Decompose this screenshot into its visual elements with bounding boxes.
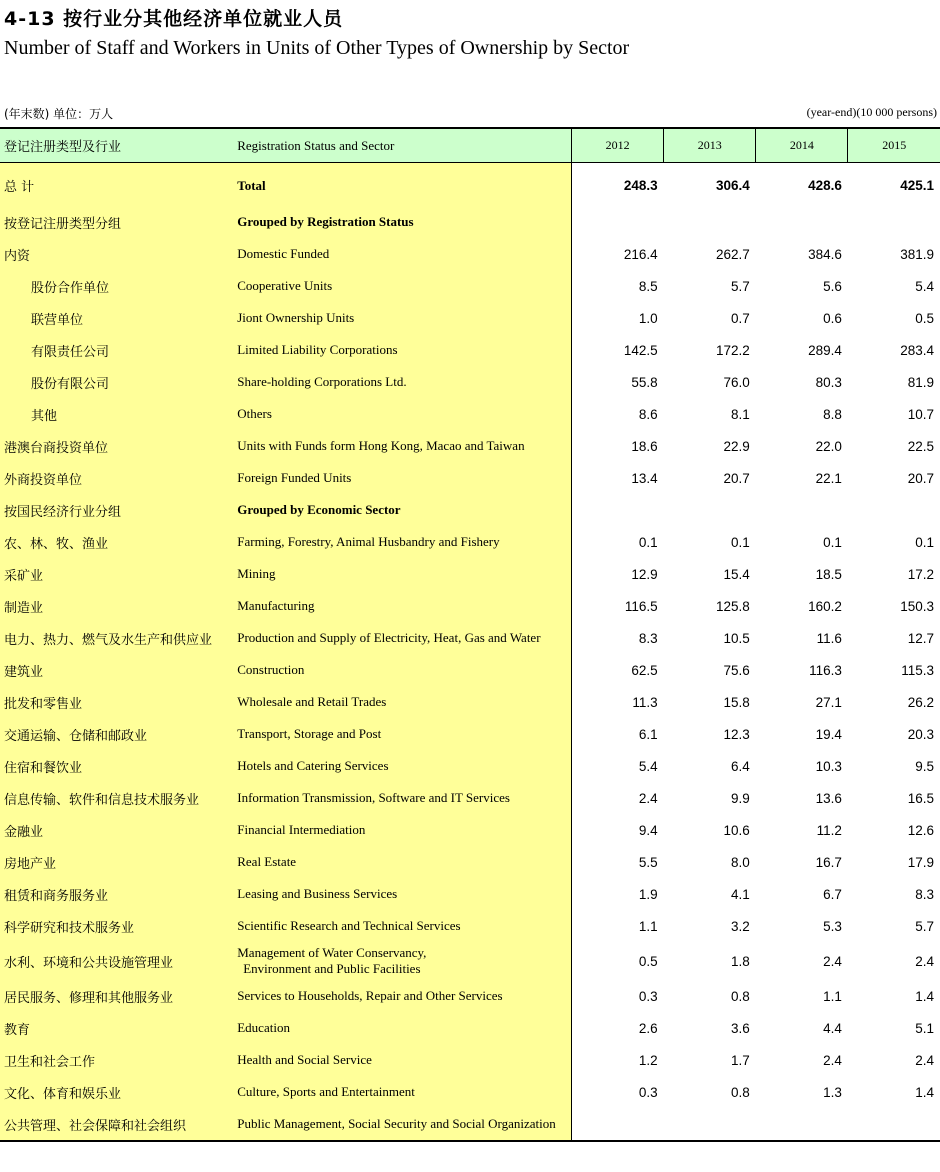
row-label-chinese: 卫生和社会工作 bbox=[0, 1044, 233, 1076]
value-cell-2014: 10.3 bbox=[815, 758, 842, 774]
value-cell-2013: 4.1 bbox=[731, 886, 750, 902]
table-row bbox=[0, 494, 940, 526]
value-cell-2015: 2.4 bbox=[915, 953, 934, 969]
value-cell-2015: 81.9 bbox=[907, 374, 934, 390]
value-cell-2012: 55.8 bbox=[631, 374, 658, 390]
row-label-english-line1: Management of Water Conservancy, bbox=[237, 945, 427, 960]
value-cell-2015: 12.6 bbox=[907, 822, 934, 838]
value-cell-2012: 13.4 bbox=[631, 470, 658, 486]
value-cell-2015: 17.2 bbox=[907, 566, 934, 582]
row-label-english: Construction bbox=[233, 654, 571, 686]
row-label-chinese: 居民服务、修理和其他服务业 bbox=[0, 980, 233, 1012]
value-cell-2013: 0.1 bbox=[731, 534, 750, 550]
value-cell-2015: 381.9 bbox=[900, 246, 934, 262]
row-label-english: Transport, Storage and Post bbox=[233, 718, 571, 750]
value-cell-2015: 16.5 bbox=[907, 790, 934, 806]
row-label-chinese: 教育 bbox=[0, 1012, 233, 1044]
value-cell-2013: 0.8 bbox=[731, 988, 750, 1004]
row-label-english: Grouped by Registration Status bbox=[233, 206, 571, 238]
row-label-english: Cooperative Units bbox=[233, 270, 571, 302]
value-cell-2013: 0.7 bbox=[731, 310, 750, 326]
value-cell-2013: 9.9 bbox=[731, 790, 750, 806]
value-cell-2012: 8.6 bbox=[638, 406, 658, 422]
row-label-chinese: 外商投资单位 bbox=[0, 462, 233, 494]
row-label-chinese: 其他 bbox=[0, 398, 233, 430]
value-cell-2013: 125.8 bbox=[715, 598, 750, 614]
table-body bbox=[0, 163, 940, 1142]
value-cell-2015: 150.3 bbox=[900, 598, 934, 614]
row-label-chinese: 港澳台商投资单位 bbox=[0, 430, 233, 462]
value-cell-2013: 15.8 bbox=[723, 694, 750, 710]
value-cell-2015: 20.7 bbox=[907, 470, 934, 486]
value-cell-2014: 4.4 bbox=[823, 1020, 842, 1036]
table-row bbox=[0, 878, 940, 910]
value-cell-2013 bbox=[664, 206, 756, 238]
table-row bbox=[0, 206, 940, 238]
value-cell-2015: 9.5 bbox=[915, 758, 934, 774]
row-label-english: Farming, Forestry, Animal Husbandry and Fishery bbox=[233, 526, 571, 558]
table-row bbox=[0, 750, 940, 782]
value-cell-2013: 262.7 bbox=[715, 246, 750, 262]
row-label-english: Limited Liability Corporations bbox=[233, 334, 571, 366]
row-label-english: Wholesale and Retail Trades bbox=[233, 686, 571, 718]
row-label-english: Hotels and Catering Services bbox=[233, 750, 571, 782]
value-cell-2012: 116.5 bbox=[624, 598, 658, 614]
value-cell-2012: 5.4 bbox=[638, 758, 658, 774]
table-row bbox=[0, 398, 940, 430]
row-label-english: Services to Households, Repair and Other Services bbox=[233, 980, 571, 1012]
value-cell-2014: 2.4 bbox=[823, 1052, 842, 1068]
row-label-english: Financial Intermediation bbox=[233, 814, 571, 846]
value-cell-2014 bbox=[756, 494, 848, 526]
value-cell-2012: 216.4 bbox=[623, 246, 658, 262]
table-row bbox=[0, 590, 940, 622]
value-cell-2012: 5.5 bbox=[638, 854, 658, 870]
row-label-english: Health and Social Service bbox=[233, 1044, 571, 1076]
value-cell-2012: 2.4 bbox=[638, 790, 658, 806]
value-cell-2012: 1.1 bbox=[638, 918, 658, 934]
value-cell-2013: 172.2 bbox=[715, 342, 750, 358]
value-cell-2014: 22.1 bbox=[815, 470, 842, 486]
table-row bbox=[0, 718, 940, 750]
value-cell-2012: 1.0 bbox=[638, 310, 658, 326]
column-header-chinese: 登记注册类型及行业 bbox=[0, 128, 233, 163]
table-row bbox=[0, 980, 940, 1012]
value-cell-2012: 0.1 bbox=[638, 534, 658, 550]
row-label-chinese: 批发和零售业 bbox=[0, 686, 233, 718]
page-title-english: Number of Staff and Workers in Units of Other Types of Ownership by Sector bbox=[4, 37, 630, 59]
value-cell-2014: 5.6 bbox=[823, 278, 842, 294]
column-header-year: 2015 bbox=[848, 128, 940, 163]
value-cell-2013: 1.7 bbox=[731, 1052, 750, 1068]
table-row bbox=[0, 782, 940, 814]
table-row bbox=[0, 910, 940, 942]
table-row bbox=[0, 366, 940, 398]
unit-note-chinese: (年末数) 单位：万人 bbox=[4, 107, 114, 121]
value-cell-2012: 62.5 bbox=[631, 662, 658, 678]
value-cell-2012: 18.6 bbox=[631, 438, 658, 454]
value-cell-2012: 0.3 bbox=[638, 988, 658, 1004]
value-cell-2014: 1.1 bbox=[823, 988, 842, 1004]
value-cell-2015: 0.5 bbox=[915, 310, 934, 326]
row-label-english: Public Management, Social Security and Social Organization bbox=[233, 1108, 571, 1141]
row-label-english bbox=[233, 942, 571, 980]
table-row bbox=[0, 334, 940, 366]
value-cell-2012: 6.1 bbox=[638, 726, 658, 742]
table-row bbox=[0, 686, 940, 718]
page-title-chinese: 4-13 按行业分其他经济单位就业人员 bbox=[4, 8, 344, 30]
value-cell-2013: 3.2 bbox=[731, 918, 750, 934]
table-row bbox=[0, 526, 940, 558]
row-label-chinese: 按国民经济行业分组 bbox=[0, 494, 233, 526]
row-label-english: Scientific Research and Technical Services bbox=[233, 910, 571, 942]
row-label-chinese: 有限责任公司 bbox=[0, 334, 233, 366]
row-label-chinese: 水利、环境和公共设施管理业 bbox=[0, 942, 233, 980]
row-label-english: Share-holding Corporations Ltd. bbox=[233, 366, 571, 398]
value-cell-2013: 15.4 bbox=[723, 566, 750, 582]
value-cell-2013 bbox=[664, 494, 756, 526]
row-label-english: Information Transmission, Software and IT Services bbox=[233, 782, 571, 814]
row-label-english: Real Estate bbox=[233, 846, 571, 878]
row-label-chinese: 交通运输、仓储和邮政业 bbox=[0, 718, 233, 750]
row-label-chinese: 电力、热力、燃气及水生产和供应业 bbox=[0, 622, 233, 654]
row-label-english: Units with Funds form Hong Kong, Macao and Taiwan bbox=[233, 430, 571, 462]
row-label-chinese: 按登记注册类型分组 bbox=[0, 206, 233, 238]
table-row bbox=[0, 558, 940, 590]
row-label-english-line2: Environment and Public Facilities bbox=[243, 961, 421, 976]
value-cell-2014: 1.3 bbox=[823, 1084, 842, 1100]
row-label-english: Manufacturing bbox=[233, 590, 571, 622]
table-header-row bbox=[0, 128, 940, 163]
value-cell-2015: 283.4 bbox=[900, 342, 934, 358]
staff-by-sector-table bbox=[0, 127, 940, 1142]
value-cell-2012: 8.5 bbox=[638, 278, 658, 294]
table-row bbox=[0, 846, 940, 878]
value-cell-2013: 10.6 bbox=[723, 822, 750, 838]
value-cell-2013: 3.6 bbox=[731, 1020, 750, 1036]
value-cell-2015: 17.9 bbox=[907, 854, 934, 870]
value-cell-2015: 115.3 bbox=[901, 662, 934, 678]
table-row bbox=[0, 654, 940, 686]
value-cell-2015: 5.4 bbox=[915, 278, 934, 294]
table-row bbox=[0, 1108, 940, 1141]
value-cell-2014: 27.1 bbox=[815, 694, 842, 710]
row-label-english: Jiont Ownership Units bbox=[233, 302, 571, 334]
value-cell-2013: 8.0 bbox=[731, 854, 750, 870]
value-cell-2012: 1.9 bbox=[638, 886, 658, 902]
value-cell-2012 bbox=[572, 1108, 664, 1141]
row-label-chinese: 总 计 bbox=[0, 163, 233, 207]
value-cell-2014: 80.3 bbox=[815, 374, 842, 390]
value-cell-2014: 289.4 bbox=[808, 342, 842, 358]
value-cell-2014: 13.6 bbox=[815, 790, 842, 806]
row-label-chinese: 信息传输、软件和信息技术服务业 bbox=[0, 782, 233, 814]
column-header-english: Registration Status and Sector bbox=[233, 128, 571, 163]
value-cell-2013: 6.4 bbox=[731, 758, 750, 774]
value-cell-2014: 0.1 bbox=[823, 534, 842, 550]
row-label-english: Foreign Funded Units bbox=[233, 462, 571, 494]
value-cell-2012: 9.4 bbox=[638, 822, 658, 838]
row-label-chinese: 公共管理、社会保障和社会组织 bbox=[0, 1108, 233, 1141]
value-cell-2012 bbox=[572, 206, 664, 238]
row-label-chinese: 住宿和餐饮业 bbox=[0, 750, 233, 782]
row-label-english: Leasing and Business Services bbox=[233, 878, 571, 910]
value-cell-2014: 8.8 bbox=[823, 406, 842, 422]
row-label-english: Domestic Funded bbox=[233, 238, 571, 270]
value-cell-2015 bbox=[848, 206, 940, 238]
value-cell-2012: 11.3 bbox=[632, 694, 658, 710]
row-label-english: Total bbox=[233, 163, 571, 207]
value-cell-2013: 1.8 bbox=[731, 953, 750, 969]
value-cell-2013: 76.0 bbox=[723, 374, 750, 390]
table-row bbox=[0, 462, 940, 494]
value-cell-2013: 0.8 bbox=[731, 1084, 750, 1100]
value-cell-2014: 6.7 bbox=[823, 886, 842, 902]
value-cell-2012: 0.3 bbox=[638, 1084, 658, 1100]
table-row bbox=[0, 814, 940, 846]
row-label-english: Grouped by Economic Sector bbox=[233, 494, 571, 526]
row-label-chinese: 文化、体育和娱乐业 bbox=[0, 1076, 233, 1108]
value-cell-2014 bbox=[756, 206, 848, 238]
value-cell-2015: 0.1 bbox=[915, 534, 934, 550]
table-row bbox=[0, 430, 940, 462]
row-label-chinese: 股份有限公司 bbox=[0, 366, 233, 398]
value-cell-2013: 10.5 bbox=[723, 630, 750, 646]
value-cell-2013: 306.4 bbox=[715, 178, 750, 193]
column-header-year: 2014 bbox=[756, 128, 848, 163]
value-cell-2015: 1.4 bbox=[915, 988, 934, 1004]
value-cell-2013: 75.6 bbox=[723, 662, 750, 678]
value-cell-2015: 20.3 bbox=[907, 726, 934, 742]
row-label-chinese: 联营单位 bbox=[0, 302, 233, 334]
row-label-chinese: 股份合作单位 bbox=[0, 270, 233, 302]
value-cell-2014 bbox=[756, 1108, 848, 1141]
column-header-year: 2013 bbox=[664, 128, 756, 163]
row-label-chinese: 内资 bbox=[0, 238, 233, 270]
table-row bbox=[0, 1012, 940, 1044]
value-cell-2015: 12.7 bbox=[907, 630, 934, 646]
value-cell-2015 bbox=[848, 1108, 940, 1141]
value-cell-2015: 5.1 bbox=[915, 1020, 934, 1036]
value-cell-2014: 16.7 bbox=[815, 854, 842, 870]
value-cell-2015: 22.5 bbox=[907, 438, 934, 454]
value-cell-2013: 8.1 bbox=[731, 406, 750, 422]
value-cell-2013: 12.3 bbox=[723, 726, 750, 742]
value-cell-2014: 2.4 bbox=[823, 953, 842, 969]
row-label-english: Production and Supply of Electricity, Heat, Gas and Water bbox=[233, 622, 571, 654]
value-cell-2014: 11.2 bbox=[816, 822, 842, 838]
table-row bbox=[0, 1044, 940, 1076]
unit-note-english: (year-end)(10 000 persons) bbox=[806, 105, 937, 119]
row-label-chinese: 建筑业 bbox=[0, 654, 233, 686]
row-label-english: Others bbox=[233, 398, 571, 430]
value-cell-2013: 20.7 bbox=[723, 470, 750, 486]
value-cell-2015: 8.3 bbox=[915, 886, 934, 902]
column-header-year: 2012 bbox=[572, 128, 664, 163]
row-label-english: Mining bbox=[233, 558, 571, 590]
row-label-chinese: 金融业 bbox=[0, 814, 233, 846]
row-label-chinese: 科学研究和技术服务业 bbox=[0, 910, 233, 942]
value-cell-2013 bbox=[664, 1108, 756, 1141]
value-cell-2014: 22.0 bbox=[815, 438, 842, 454]
row-label-chinese: 房地产业 bbox=[0, 846, 233, 878]
row-label-english: Education bbox=[233, 1012, 571, 1044]
value-cell-2012 bbox=[572, 494, 664, 526]
table-row bbox=[0, 622, 940, 654]
value-cell-2014: 428.6 bbox=[808, 178, 842, 193]
value-cell-2012: 8.3 bbox=[638, 630, 658, 646]
value-cell-2015: 26.2 bbox=[907, 694, 934, 710]
row-label-chinese: 采矿业 bbox=[0, 558, 233, 590]
value-cell-2015: 10.7 bbox=[907, 406, 934, 422]
table-row bbox=[0, 942, 940, 980]
value-cell-2015: 2.4 bbox=[915, 1052, 934, 1068]
value-cell-2014: 160.2 bbox=[808, 598, 842, 614]
row-label-chinese: 制造业 bbox=[0, 590, 233, 622]
value-cell-2014: 5.3 bbox=[823, 918, 842, 934]
table-row bbox=[0, 1076, 940, 1108]
value-cell-2012: 2.6 bbox=[638, 1020, 658, 1036]
value-cell-2014: 11.6 bbox=[816, 630, 842, 646]
value-cell-2014: 19.4 bbox=[815, 726, 842, 742]
value-cell-2014: 0.6 bbox=[823, 310, 842, 326]
row-label-english: Culture, Sports and Entertainment bbox=[233, 1076, 571, 1108]
value-cell-2013: 22.9 bbox=[723, 438, 750, 454]
table-row bbox=[0, 270, 940, 302]
table-row bbox=[0, 238, 940, 270]
value-cell-2014: 384.6 bbox=[808, 246, 842, 262]
table-row bbox=[0, 302, 940, 334]
row-label-chinese: 农、林、牧、渔业 bbox=[0, 526, 233, 558]
value-cell-2012: 1.2 bbox=[638, 1052, 658, 1068]
value-cell-2012: 12.9 bbox=[631, 566, 658, 582]
row-label-chinese: 租赁和商务服务业 bbox=[0, 878, 233, 910]
value-cell-2015: 5.7 bbox=[915, 918, 934, 934]
statistics-table-container bbox=[0, 127, 940, 1142]
value-cell-2014: 116.3 bbox=[809, 662, 842, 678]
value-cell-2012: 0.5 bbox=[638, 953, 658, 969]
value-cell-2012: 248.3 bbox=[623, 178, 658, 193]
value-cell-2012: 142.5 bbox=[623, 342, 658, 358]
value-cell-2015 bbox=[848, 494, 940, 526]
value-cell-2014: 18.5 bbox=[815, 566, 842, 582]
value-cell-2015: 425.1 bbox=[900, 178, 934, 193]
value-cell-2013: 5.7 bbox=[731, 278, 750, 294]
value-cell-2015: 1.4 bbox=[915, 1084, 934, 1100]
table-row bbox=[0, 163, 940, 207]
